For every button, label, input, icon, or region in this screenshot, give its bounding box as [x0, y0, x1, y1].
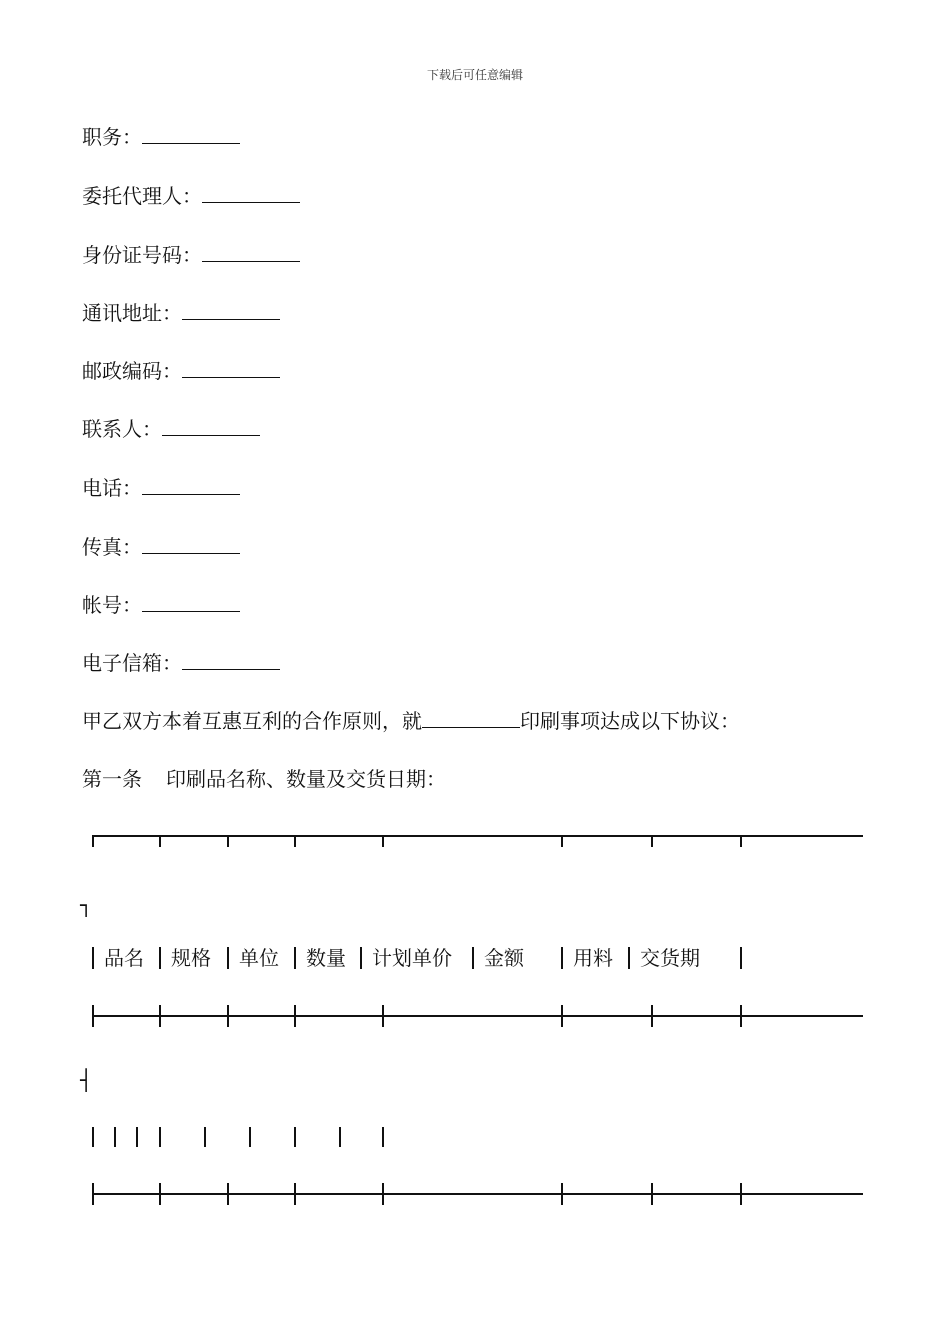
article-number: 第一条 [82, 767, 142, 791]
cell-separator [628, 947, 630, 969]
table-tick [294, 1183, 296, 1205]
table-header-cell: 品名 [104, 946, 144, 970]
table-tick [651, 835, 653, 847]
cell-separator [294, 947, 296, 969]
cell-separator [159, 947, 161, 969]
blank-line[interactable] [182, 359, 280, 378]
intro-after: 印刷事项达成以下协议： [520, 709, 740, 733]
table-tick [561, 1005, 563, 1027]
empty-row-separator [249, 1127, 251, 1147]
table-tick [561, 835, 563, 847]
article-title: 印刷品名称、数量及交货日期： [166, 767, 446, 791]
field-position [82, 124, 240, 150]
table-tick [227, 835, 229, 847]
table-tick [92, 1183, 94, 1205]
empty-row-separator [294, 1127, 296, 1147]
table-header-cell: 金额 [484, 946, 524, 970]
table-tick [382, 1005, 384, 1027]
field-label: 电子信箱： [82, 651, 182, 675]
field-label: 传真： [82, 535, 142, 559]
blank-line[interactable] [202, 184, 300, 203]
blank-line[interactable] [202, 243, 300, 262]
field-contact [82, 416, 260, 442]
table-mid-border [92, 1015, 863, 1017]
table-tick [227, 1005, 229, 1027]
empty-row-separator [339, 1127, 341, 1147]
blank-line[interactable] [142, 535, 240, 554]
empty-row-separator [159, 1127, 161, 1147]
cell-separator [561, 947, 563, 969]
field-label: 身份证号码： [82, 243, 202, 267]
table-tick [159, 1183, 161, 1205]
table-tick [740, 1183, 742, 1205]
empty-row-separator [92, 1127, 94, 1147]
table-tick [92, 835, 94, 847]
blank-line[interactable] [182, 301, 280, 320]
table-tick [651, 1183, 653, 1205]
blank-line[interactable] [422, 709, 520, 728]
intro-before: 甲乙双方本着互惠互利的合作原则，就 [82, 709, 422, 733]
table-corner-top: ┐ [80, 893, 93, 917]
table-tick [294, 835, 296, 847]
cell-separator [472, 947, 474, 969]
field-label: 帐号： [82, 593, 142, 617]
empty-row-separator [382, 1127, 384, 1147]
blank-line[interactable] [182, 651, 280, 670]
table-tick [159, 1005, 161, 1027]
article-heading [82, 766, 446, 792]
table-tick [740, 1005, 742, 1027]
field-label: 联系人： [82, 417, 162, 441]
field-label: 通讯地址： [82, 301, 182, 325]
table-header-cell: 计划单价 [372, 946, 452, 970]
field-email [82, 650, 280, 676]
cell-separator [740, 947, 742, 969]
field-label: 邮政编码： [82, 359, 182, 383]
field-postcode [82, 358, 280, 384]
table-tick [740, 835, 742, 847]
table-bottom-border [92, 1193, 863, 1195]
table-tick [382, 1183, 384, 1205]
cell-separator [92, 947, 94, 969]
blank-line[interactable] [142, 476, 240, 495]
table-corner-mid: ┤ [80, 1068, 93, 1092]
field-label: 电话： [82, 476, 142, 500]
table-header-cell: 交货期 [640, 946, 700, 970]
field-address [82, 300, 280, 326]
blank-line[interactable] [142, 593, 240, 612]
table-tick [92, 1005, 94, 1027]
table-top-border [92, 835, 863, 837]
table-header-cell: 单位 [239, 946, 279, 970]
table-tick [382, 835, 384, 847]
table-header-cell: 数量 [306, 946, 346, 970]
blank-line[interactable] [142, 125, 240, 144]
table-tick [294, 1005, 296, 1027]
blank-line[interactable] [162, 417, 260, 436]
field-id-number [82, 242, 300, 268]
field-label: 职务： [82, 125, 142, 149]
cell-separator [227, 947, 229, 969]
header-watermark: 下载后可任意编辑 [426, 68, 523, 82]
table-header-cell: 用料 [573, 946, 613, 970]
empty-row-separator [204, 1127, 206, 1147]
table-tick [561, 1183, 563, 1205]
intro-paragraph [82, 708, 740, 734]
cell-separator [360, 947, 362, 969]
field-fax [82, 534, 240, 560]
field-phone [82, 475, 240, 501]
field-agent [82, 183, 300, 209]
table-tick [159, 835, 161, 847]
empty-row-separator [136, 1127, 138, 1147]
table-tick [651, 1005, 653, 1027]
empty-row-separator [114, 1127, 116, 1147]
field-label: 委托代理人： [82, 184, 202, 208]
field-account [82, 592, 240, 618]
table-header-cell: 规格 [171, 946, 211, 970]
table-tick [227, 1183, 229, 1205]
